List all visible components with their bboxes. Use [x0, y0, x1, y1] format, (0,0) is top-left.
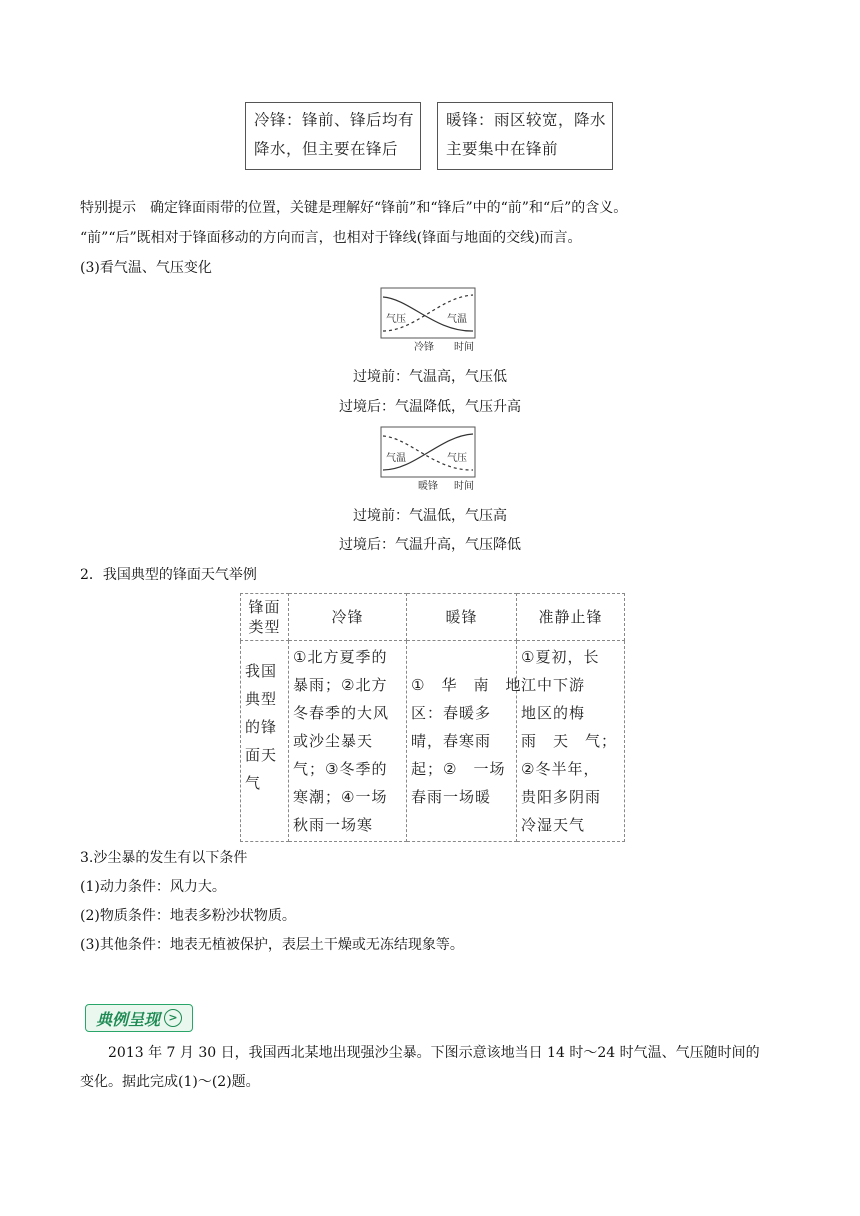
cold-diagram-label-left: 气压: [386, 314, 406, 325]
arrow-right-icon: >: [164, 1009, 182, 1027]
cold-front-box: 冷锋：锋前、锋后均有 降水，但主要在锋后: [245, 102, 421, 170]
example-line-1: 2013 年 7 月 30 日，我国西北某地出现强沙尘暴。下图示意该地当日 14 时～24 时气温、气压随时间的: [108, 1045, 760, 1061]
table-header-stationary: 准静止锋: [517, 594, 625, 641]
table-header-warm: 暖锋: [407, 594, 517, 641]
cold-front-diagram: [380, 287, 476, 353]
table-header-cold: 冷锋: [289, 594, 407, 641]
warm-front-box: 暖锋：雨区较宽，降水 主要集中在锋前: [437, 102, 613, 170]
warm-front-diagram: [380, 426, 476, 492]
front-weather-table: [240, 593, 625, 842]
table-header-front-type: 锋面 类型: [241, 594, 289, 641]
cold-diagram-label-right: 气温: [447, 314, 467, 325]
warm-diagram-label-left: 气温: [386, 453, 406, 464]
table-cell-stationary: ①夏初，长 江中下游 地区的梅 雨 天 气； ②冬半年， 贵阳多阴雨 冷湿天气: [517, 641, 625, 842]
example-line-2: 变化。据此完成(1)～(2)题。: [80, 1074, 260, 1090]
condition-item: (2)物质条件：地表多粉沙状物质。: [80, 908, 296, 924]
warm-diagram-label-right: 气压: [447, 453, 467, 464]
section-3-heading: (3)看气温、气压变化: [80, 260, 212, 276]
example-badge: [85, 1004, 193, 1032]
table-cell-cold: ①北方夏季的 暴雨；②北方 冬春季的大风 或沙尘暴天 气；③冬季的 寒潮；④一场 秋雨一场寒: [289, 641, 407, 842]
table-header-row: [241, 594, 625, 641]
warm-diagram-x-time: 时间: [454, 481, 474, 492]
warm-after-text: 过境后：气温升高，气压降低: [339, 537, 521, 553]
warm-before-text: 过境前：气温低，气压高: [353, 508, 507, 524]
example-badge-label: 典例呈现: [95, 1009, 160, 1029]
cold-diagram-x-time: 时间: [454, 342, 474, 353]
condition-item: (3)其他条件：地表无植被保护，表层土干燥或无冻结现象等。: [80, 937, 464, 953]
table-row: [241, 641, 625, 842]
tip-line-1: 特别提示 确定锋面雨带的位置，关键是理解好“锋前”和“锋后”中的“前”和“后”的含义。: [80, 200, 628, 216]
section-3-sandstorm-heading: 3.沙尘暴的发生有以下条件: [80, 850, 248, 866]
cold-before-text: 过境前：气温高，气压低: [353, 369, 507, 385]
section-2-heading: 2．我国典型的锋面天气举例: [80, 567, 257, 583]
tip-line-2: “前”“后”既相对于锋面移动的方向而言，也相对于锋线(锋面与地面的交线)而言。: [80, 230, 582, 246]
cold-diagram-x-front: 冷锋: [414, 342, 434, 353]
condition-item: (1)动力条件：风力大。: [80, 879, 226, 895]
cold-after-text: 过境后：气温降低，气压升高: [339, 399, 521, 415]
table-row-label: 我国 典型 的锋 面天 气: [241, 641, 289, 842]
table-cell-warm: ① 华 南 地 区：春暖多 晴，春寒雨 起；② 一场 春雨一场暖: [407, 641, 517, 842]
warm-diagram-x-front: 暖锋: [418, 481, 438, 492]
